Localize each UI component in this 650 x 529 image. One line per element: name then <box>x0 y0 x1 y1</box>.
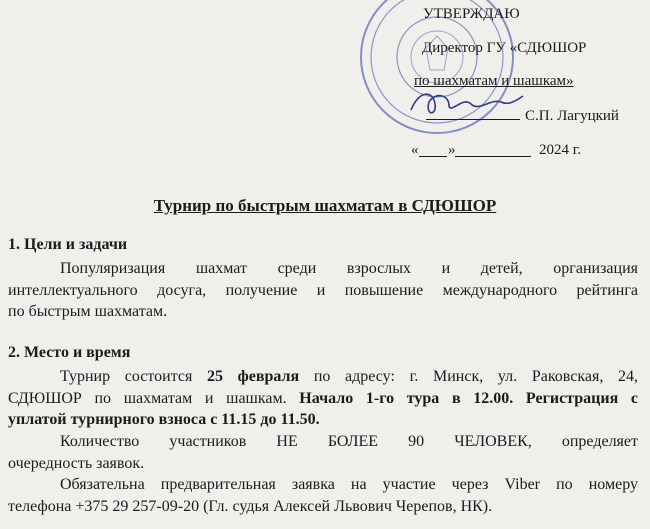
date-day-line <box>419 156 447 157</box>
approval-position: Директор ГУ «СДЮШОР <box>422 40 587 56</box>
date-month-line <box>455 156 531 157</box>
p1-text-d: СДЮШОР по шахматам и шашкам. <box>8 389 300 407</box>
p1-text-a: Турнир состоится <box>60 368 208 385</box>
p1-start-bold: Начало 1-го тура в 12.00. Регистрация с <box>299 389 638 407</box>
section-2-paragraph-1 <box>8 366 638 431</box>
p1-registration-bold: уплатой турнирного взноса с 11.15 до 11.50. <box>8 411 320 428</box>
section-1-line-3: по быстрым шахматам. <box>8 303 168 320</box>
p1-date-bold: 25 февраля <box>207 368 300 385</box>
section-1-heading: 1. Цели и задачи <box>8 236 128 253</box>
section-1-paragraph <box>8 258 638 323</box>
p2-line-2: очередность заявок. <box>8 454 145 472</box>
handwritten-signature <box>405 86 525 120</box>
section-2-paragraph-3 <box>8 474 638 517</box>
p3-line-2: телефона +375 29 257-09-20 (Гл. судья Алексей Львович Черепов, НК). <box>8 497 493 515</box>
section-2-heading: 2. Место и время <box>8 344 131 361</box>
p2-line-1: Количество участников НЕ БОЛЕЕ 90 ЧЕЛОВЕК, определяет <box>60 433 638 450</box>
document-title: Турнир по быстрым шахматам в СДЮШОР <box>153 196 497 215</box>
approval-organization: по шахматам и шашкам» <box>414 73 574 89</box>
signature-line <box>426 119 520 120</box>
p3-line-1: Обязательна предварительная заявка на участие через Viber по номеру <box>60 476 638 493</box>
section-1-line-2: интеллектуального досуга, получение и повышение международного рейтинга <box>8 281 638 299</box>
section-2-paragraph-2 <box>8 431 638 474</box>
approval-year: 2024 г. <box>539 142 581 158</box>
section-1-line-1: Популяризация шахмат среди взрослых и детей, организация <box>60 260 638 277</box>
date-close-quote: » <box>448 142 456 158</box>
p1-text-c: по адресу: г. Минск, ул. Раковская, 24, <box>299 368 638 385</box>
date-open-quote: « <box>411 142 419 158</box>
approval-signer: С.П. Лагуцкий <box>525 108 619 124</box>
approval-heading: УТВЕРЖДАЮ <box>423 6 520 22</box>
